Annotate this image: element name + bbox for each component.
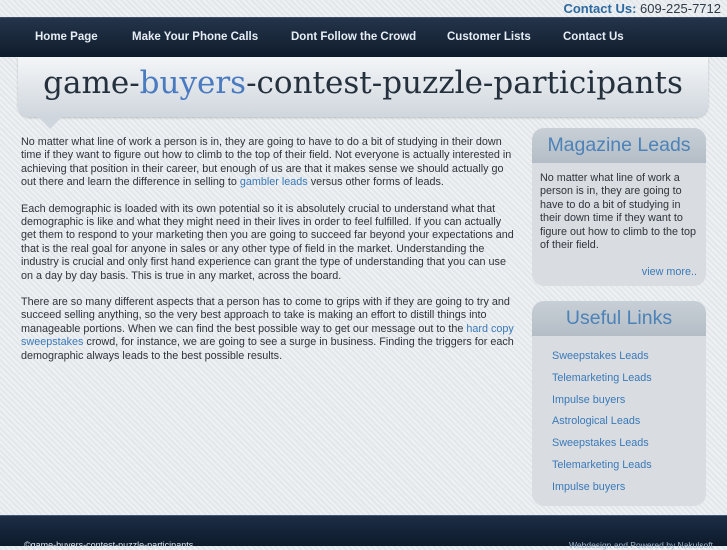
site-banner (18, 57, 708, 117)
paragraph-1 (21, 136, 517, 190)
paragraph-1-text-end: versus other forms of leads. (307, 176, 444, 189)
view-more-link[interactable]: view more.. (641, 266, 697, 278)
paragraph-3-text: There are so many different aspects that a person has to come to grips with if they are going to try and succeed selling anything, so the very best approach to take is making an effort to distill things into manageable portions. When we can find the best possible way to get our message out to the (21, 296, 510, 335)
useful-link-telemarketing-leads[interactable]: Telemarketing Leads (552, 371, 652, 384)
site-title-part2: -contest-puzzle-participants (246, 65, 683, 101)
magazine-leads-title: Magazine Leads (532, 128, 706, 163)
contact-phone: 609-225-7712 (640, 1, 721, 16)
magazine-leads-text: No matter what line of work a person is in, they are going to have to do a bit of studying in their down time if they want to figure out how to climb to the top of their field. (540, 172, 697, 252)
main-content (21, 136, 517, 376)
magazine-leads-box (532, 128, 706, 286)
banner-pointer (38, 117, 62, 129)
useful-link-telemarketing-leads-2[interactable]: Telemarketing Leads (552, 458, 652, 471)
paragraph-3-text-end: crowd, for instance, we are going to see a surge in business. Finding the triggers for each demographic always leads to the best possible results. (21, 336, 514, 362)
site-title (18, 61, 708, 105)
footer-credits-link[interactable]: Webdesign and Powered by Nakulsoft (569, 540, 713, 550)
contact-label: Contact Us (563, 1, 633, 16)
contact-info (563, 0, 721, 17)
useful-link-impulse-buyers[interactable]: Impulse buyers (552, 393, 626, 406)
nav-home-page[interactable]: Home Page (35, 31, 98, 43)
paragraph-1-text: No matter what line of work a person is in, they are going to have to do a bit of studying in their down time if they want to figure out how to climb to the top of their field. Not everyone is actually interested in achieving that position in their career, but enough of us are that it makes sense we should actually go out there and learn the difference in selling to (21, 136, 512, 189)
nav-dont-follow-the-crowd[interactable]: Dont Follow the Crowd (291, 31, 417, 43)
nav-contact-us[interactable]: Contact Us (563, 31, 624, 43)
nav-make-your-phone-calls[interactable]: Make Your Phone Calls (132, 31, 259, 43)
useful-links-title: Useful Links (532, 301, 706, 336)
paragraph-3 (21, 296, 517, 363)
useful-link-impulse-buyers-2[interactable]: Impulse buyers (552, 480, 626, 493)
gambler-leads-link[interactable]: gambler leads (239, 176, 308, 189)
nav-customer-lists[interactable]: Customer Lists (447, 31, 531, 43)
useful-links-box (532, 301, 706, 506)
site-title-accent: buyers (139, 65, 247, 101)
footer (0, 515, 727, 550)
main-navigation (0, 17, 727, 57)
useful-link-sweepstakes-leads[interactable]: Sweepstakes Leads (552, 350, 649, 362)
footer-copyright: ©game-buyers-contest-puzzle-participants (24, 540, 194, 550)
top-bar (0, 0, 727, 17)
useful-link-astrological-leads[interactable]: Astrological Leads (552, 415, 641, 428)
paragraph-2: Each demographic is loaded with its own potential so it is absolutely crucial to understand what that demographic is like and what they might need in their lives in order to feel fulfilled. If you can actually get them to respond to your marketing then you are going to succeed far beyond your expectations and that is the real goal for anyone in sales or any other type of field in the market. Understanding the industry is crucial and only first hand experience can grant the type of understanding that you can use on a day by day basis. This is true in any market, across the board. (21, 202, 514, 282)
contact-separator: : (632, 1, 637, 16)
site-title-part1: game- (43, 65, 140, 101)
hard-copy-sweepstakes-link[interactable]: hard copy sweepstakes (21, 322, 514, 349)
useful-links-list (532, 336, 706, 499)
useful-link-sweepstakes-leads-2[interactable]: Sweepstakes Leads (552, 437, 649, 450)
